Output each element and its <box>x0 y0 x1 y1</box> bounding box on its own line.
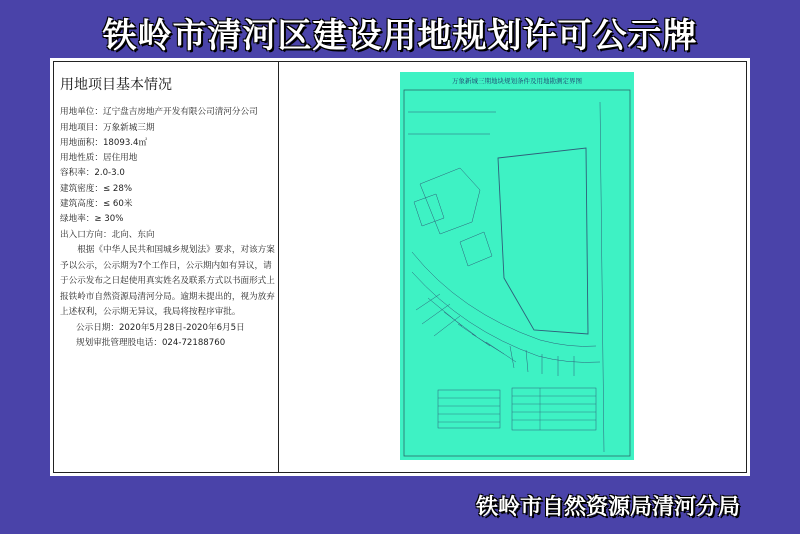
info-row-unit: 用地单位：辽宁盘吉房地产开发有限公司清河分公司 <box>60 107 258 118</box>
project-info-panel <box>60 78 278 352</box>
panel-divider <box>278 61 279 473</box>
plan-title: 万象新城三期地块规划条件及用地勘测定界图 <box>452 77 582 85</box>
info-row-height: 建筑高度：≤ 60米 <box>60 199 133 210</box>
info-row-green: 绿地率：≥ 30% <box>60 214 124 225</box>
info-row-entrance: 出入口方向：北向、东向 <box>60 229 155 240</box>
info-row-landuse: 用地性质：居住用地 <box>60 153 138 164</box>
footer-organization: 铁岭市自然资源局清河分局 <box>475 495 740 520</box>
contact-phone: 规划审批管理股电话：024-72188760 <box>76 338 226 349</box>
notice-board <box>50 58 750 476</box>
notice-paragraph: 根据《中华人民共和国城乡规划法》要求，对该方案予以公示，公示期为7个工作日，公示期内如有异议，请于公示发布之日起使用真实姓名及联系方式以书面形式上报铁岭市自然资源局清河分局。逾期未提出的，视为放弃上述权利，公示期无异议，我局将按程序审批。 <box>60 244 275 318</box>
publication-period: 公示日期：2020年5月28日-2020年6月5日 <box>76 322 245 333</box>
info-row-far: 容积率：2.0-3.0 <box>60 168 125 179</box>
info-row-area: 用地面积：18093.4㎡ <box>60 137 148 148</box>
site-plan-drawing <box>400 72 634 460</box>
info-row-density: 建筑密度：≤ 28% <box>60 183 133 194</box>
plan-background <box>400 72 634 460</box>
panel-heading: 用地项目基本情况 <box>60 77 172 93</box>
banner-title: 铁岭市清河区建设用地规划许可公示牌 <box>102 16 698 56</box>
info-row-project: 用地项目：万象新城三期 <box>60 122 155 133</box>
